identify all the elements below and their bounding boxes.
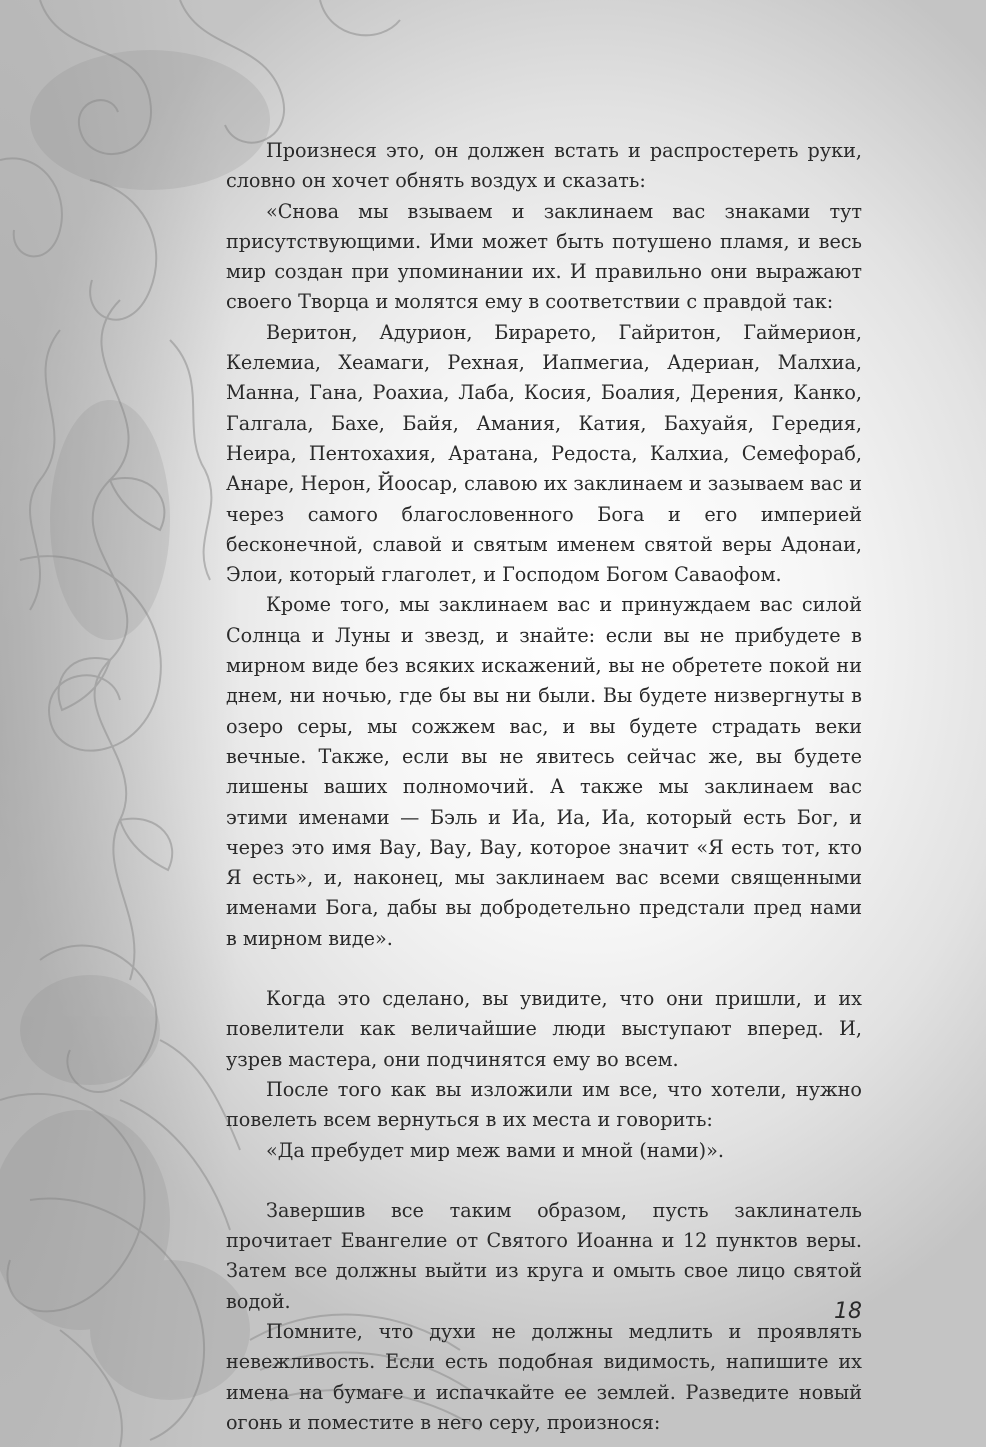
paragraph: Веритон, Адурион, Бирарето, Гайритон, Гаймерион, Келемиа, Хеамаги, Рехная, Иапмегиа, Адериан, Малхиа, Манна, Гана, Роахиа, Лаба, Косия, Боалия, Дерения, Канко, Галгала, Бахе, Байя, Амания, Катия, Бахуайя, Гередия, Неира, Пентохахия, Аратана, Редоста, Калхиа, Семефораб, Анаре, Нерон, Йоосар, славою их заклинаем и зазываем вас и через самого благословенного Бога и его империей бесконечной, славой и святым именем святой веры Адонаи, Элои, который глаголет, и Господом Богом Саваофом.	[226, 320, 862, 587]
paragraph: Произнеся это, он должен встать и распростереть руки, словно он хочет обнять воздух и сказать:	[226, 139, 862, 193]
paragraph: Когда это сделано, вы увидите, что они пришли, и их повелители как величайшие люди выступают вперед. И, узрев мастера, они подчинятся ему во всем.	[226, 987, 862, 1071]
paragraph: Кроме того, мы заклинаем вас и принуждаем вас силой Солнца и Луны и звезд, и знайте: если вы не прибудете в мирном виде без всяких искажений, вы не обретете покой ни днем, ни ночью, где бы вы ни были. Вы будете низвергнуты в озеро серы, мы сожжем вас, и вы будете страдать веки вечные. Также, если вы не явитесь сейчас же, вы будете лишены ваших полномочий. А также мы заклинаем вас этими именами — Бэль и Иа, Иа, Иа, который есть Бог, и через это имя Вау, Вау, Вау, которое значит «Я есть тот, кто Я есть», и, наконец, мы заклинаем вас всеми священными именами Бога, дабы вы добродетельно предстали пред нами в мирном виде».	[226, 593, 862, 950]
body-text	[226, 136, 862, 1438]
page-number: 18	[834, 1299, 862, 1324]
paragraph: Завершив все таким образом, пусть заклинатель прочитает Евангелие от Святого Иоанна и 12 пунктов веры. Затем все должны выйти из круга и омыть свое лицо святой водой.	[226, 1198, 862, 1313]
paragraph: «Да пребудет мир меж вами и мной (нами)».	[266, 1138, 724, 1162]
paragraph: Помните, что духи не должны медлить и проявлять невежливость. Если есть подобная видимость, напишите их имена на бумаге и испачкайте ее землей. Разведите новый огонь и поместите в него серу, произнося:	[226, 1319, 862, 1434]
paragraph: После того как вы изложили им все, что хотели, нужно повелеть всем вернуться в их места и говорить:	[226, 1077, 862, 1132]
paragraph: «Снова мы взываем и заклинаем вас знаками тут присутствующими. Ими может быть потушено пламя, и весь мир создан при упоминании их. И правильно они выражают своего Творца и молятся ему в соответствии с правдой так:	[226, 199, 862, 314]
